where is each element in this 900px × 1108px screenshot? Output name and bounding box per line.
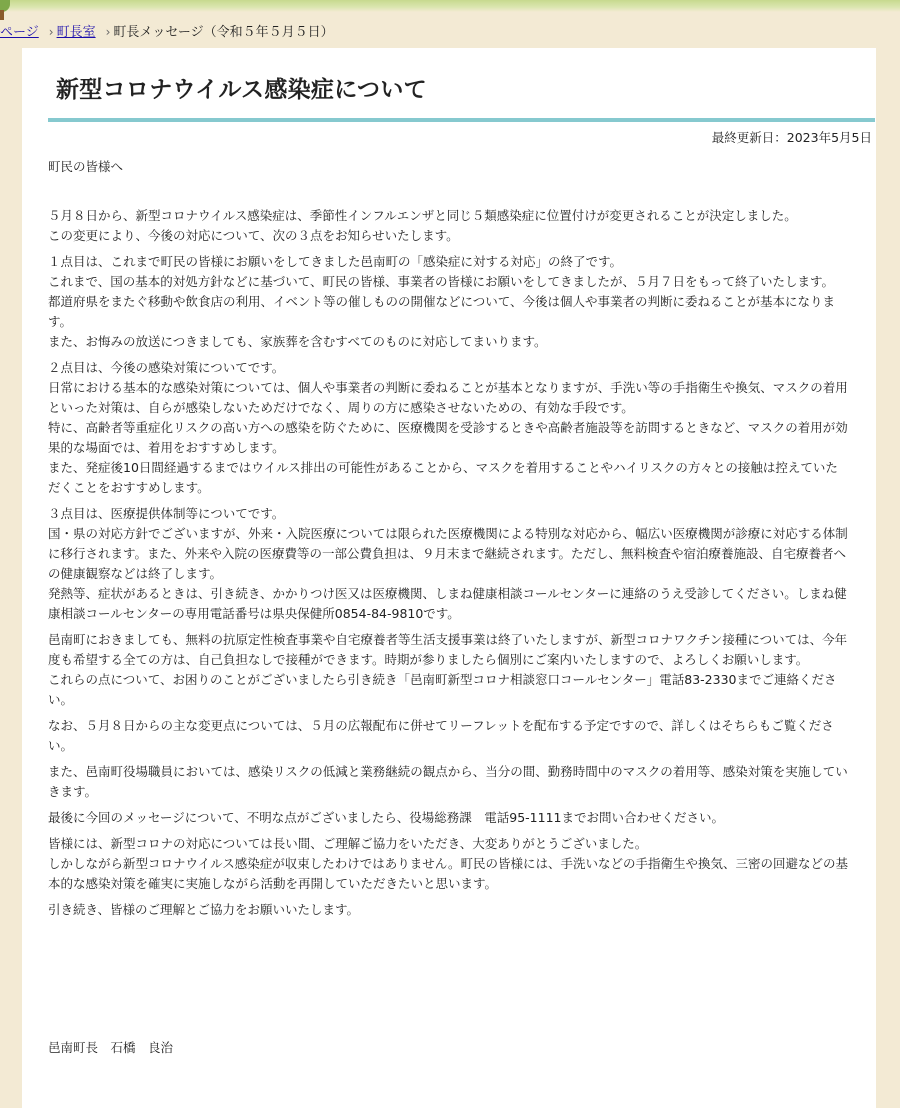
message-line: 発熱等、症状があるときは、引き続き、かかりつけ医又は医療機関、しまね健康相談コールセンターに連絡のうえ受診してください。しまね健康相談コールセンターの専用電話番号は県央保健所0854-84-9810です。 [48,586,847,621]
message-line: また、邑南町役場職員においては、感染リスクの低減と業務継続の観点から、当分の間、勤務時間中のマスクの着用等、感染対策を実施していきます。 [48,764,848,799]
message-line: 特に、高齢者等重症化リスクの高い方への感染を防ぐために、医療機関を受診するときや高齢者施設等を訪問するときなど、マスクの着用が効果的な場面では、着用をおすすめします。 [48,420,848,455]
breadcrumb [0,22,334,42]
header-decoration [0,0,900,12]
last-updated-date: 最終更新日：2023年5月5日 [711,130,872,145]
message-line: しかしながら新型コロナウイルス感染症が収束したわけではありません。町民の皆様には、手洗いなどの手指衛生や換気、三密の回避などの基本的な感染対策を確実に実施しながら活動を再開していただきたいと思います。 [48,856,849,891]
message-line: １点目は、これまで町民の皆様にお願いをしてきました邑南町の「感染症に対する対応」の終了です。 [48,254,623,269]
message-paragraph [48,630,848,710]
tree-icon [0,0,10,20]
message-line: 皆様には、新型コロナの対応については長い間、ご理解ご協力をいただき、大変ありがとうございました。 [48,836,648,851]
message-paragraph [48,358,848,498]
message-line: また、お悔みの放送につきましても、家族葬を含むすべてのものに対応してまいります。 [48,334,547,349]
salutation: 町民の皆様へ [48,159,124,174]
message-paragraph [48,504,848,624]
message-line: 邑南町におきましても、無料の抗原定性検査事業や自宅療養者等生活支援事業は終了いたしますが、新型コロナワクチン接種については、今年度も希望する全ての方は、自己負担なしで接種ができます。時期が参りましたら個別にご案内いたしますので、よろしくお願いします。 [48,632,848,667]
message-paragraph [48,834,848,894]
message-line: ５月８日から、新型コロナウイルス感染症は、季節性インフルエンザと同じ５類感染症に位置付けが変更されることが決定しました。 [48,208,797,223]
message-paragraph [48,808,848,828]
message-paragraph [48,716,848,756]
message-line: なお、５月８日からの主な変更点については、５月の広報配布に併せてリーフレットを配布する予定ですので、詳しくはそちらもご覧ください。 [48,718,834,753]
message-body [48,206,848,926]
message-line: 日常における基本的な感染対策については、個人や事業者の判断に委ねることが基本となりますが、手洗い等の手指衛生や換気、マスクの着用といった対策は、自らが感染しないためだけでなく、周りの方に感染させないための、有効な手段です。 [48,380,848,415]
message-line: ３点目は、医療提供体制等についてです。 [48,506,285,521]
message-line: 最後に今回のメッセージについて、不明な点がございましたら、役場総務課 電話95-1111までお問い合わせください。 [48,810,724,825]
message-line: 引き続き、皆様のご理解とご協力をお願いいたします。 [48,902,360,917]
breadcrumb-current: 町長メッセージ（令和５年５月５日） [113,25,334,40]
message-paragraph [48,206,848,246]
breadcrumb-separator: › [105,25,111,39]
message-line: 国・県の対応方針でございますが、外来・入院医療については限られた医療機関による特別な対応から、幅広い医療機関が診療に対応する体制に移行されます。また、外来や入院の医療費等の一部公費負担は、９月末まで継続されます。ただし、無料検査や宿泊療養施設、自宅療養者への健康観察などは終了します。 [48,526,848,581]
main-content [22,48,876,1108]
page-title: 新型コロナウイルス感染症について [56,77,427,103]
message-paragraph [48,252,848,352]
message-line: これまで、国の基本的対処方針などに基づいて、町民の皆様、事業者の皆様にお願いをしてきましたが、５月７日をもって終了いたします。 [48,274,835,289]
breadcrumb-home-link[interactable]: ページ [0,25,39,40]
message-line: これらの点について、お困りのことがございましたら引き続き「邑南町新型コロナ相談窓口コールセンター」電話83-2330までご連絡ください。 [48,672,837,707]
signature: 邑南町長 石橋 良治 [48,1040,174,1055]
title-divider [48,118,875,122]
message-line: この変更により、今後の対応について、次の３点をお知らせいたします。 [48,228,459,243]
message-paragraph [48,762,848,802]
message-line: また、発症後10日間経過するまではウイルス排出の可能性があることから、マスクを着用することやハイリスクの方々との接触は控えていただくことをおすすめします。 [48,460,838,495]
breadcrumb-parent-link[interactable]: 町長室 [56,25,96,40]
message-line: ２点目は、今後の感染対策についてです。 [48,360,285,375]
message-paragraph [48,900,848,920]
message-line: 都道府県をまたぐ移動や飲食店の利用、イベント等の催しものの開催などについて、今後は個人や事業者の判断に委ねることが基本になります。 [48,294,836,329]
breadcrumb-separator: › [48,25,54,39]
